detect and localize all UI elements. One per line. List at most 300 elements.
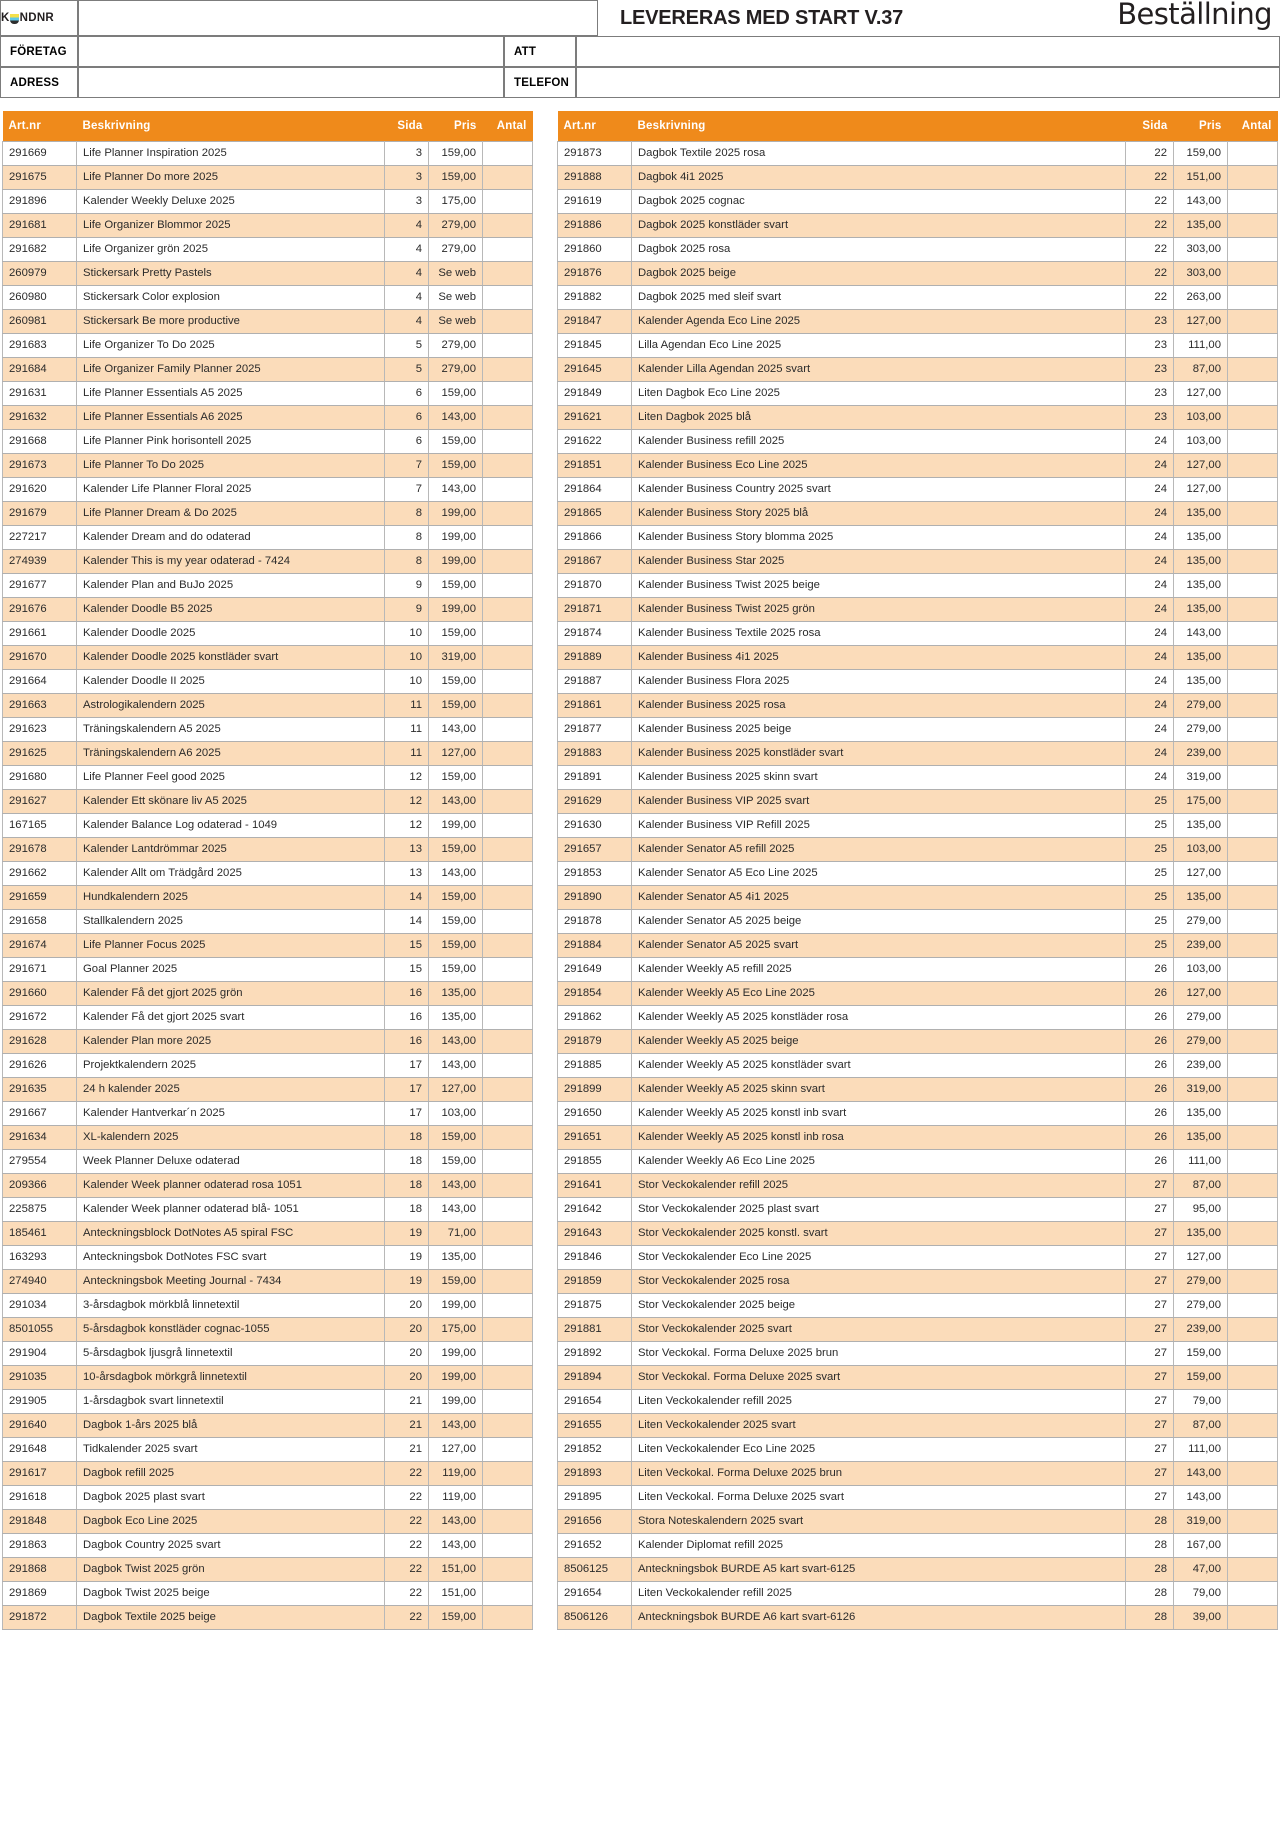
antal-cell[interactable] — [483, 1534, 533, 1558]
description-cell: Liten Veckokalender refill 2025 — [632, 1582, 1126, 1606]
antal-cell[interactable] — [483, 718, 533, 742]
antal-cell[interactable] — [1228, 1390, 1278, 1414]
sida-cell: 19 — [385, 1222, 429, 1246]
artnr-cell: 291634 — [3, 1126, 77, 1150]
antal-cell[interactable] — [1228, 934, 1278, 958]
sida-cell: 26 — [1126, 958, 1174, 982]
pris-cell: 119,00 — [429, 1486, 483, 1510]
table-row — [558, 982, 1278, 1006]
description-cell: Stor Veckokalender 2025 plast svart — [632, 1198, 1126, 1222]
description-cell: Kalender Få det gjort 2025 svart — [77, 1006, 385, 1030]
antal-cell[interactable] — [483, 334, 533, 358]
sida-cell: 26 — [1126, 1030, 1174, 1054]
artnr-cell: 291622 — [558, 430, 632, 454]
antal-cell[interactable] — [483, 1198, 533, 1222]
description-cell: Goal Planner 2025 — [77, 958, 385, 982]
pris-cell: 151,00 — [429, 1558, 483, 1582]
antal-cell[interactable] — [483, 574, 533, 598]
foretag-input[interactable] — [78, 36, 504, 67]
description-cell: Life Planner Do more 2025 — [77, 166, 385, 190]
sida-cell: 27 — [1126, 1294, 1174, 1318]
sida-cell: 5 — [385, 358, 429, 382]
antal-cell[interactable] — [1228, 454, 1278, 478]
table-row — [558, 502, 1278, 526]
antal-cell[interactable] — [483, 502, 533, 526]
antal-cell[interactable] — [1228, 838, 1278, 862]
antal-cell[interactable] — [483, 1174, 533, 1198]
table-row — [3, 982, 533, 1006]
antal-cell[interactable] — [483, 1270, 533, 1294]
antal-cell[interactable] — [1228, 502, 1278, 526]
antal-cell[interactable] — [1228, 1054, 1278, 1078]
pris-cell: 135,00 — [1174, 1222, 1228, 1246]
table-row — [558, 766, 1278, 790]
artnr-cell: 291679 — [3, 502, 77, 526]
antal-cell[interactable] — [1228, 598, 1278, 622]
table-row — [3, 142, 533, 166]
artnr-cell: 291895 — [558, 1486, 632, 1510]
antal-cell[interactable] — [483, 862, 533, 886]
antal-cell[interactable] — [483, 1150, 533, 1174]
kundnr-input[interactable] — [78, 0, 598, 36]
artnr-cell: 260980 — [3, 286, 77, 310]
description-cell: Kalender Plan and BuJo 2025 — [77, 574, 385, 598]
antal-cell[interactable] — [483, 190, 533, 214]
artnr-cell: 291654 — [558, 1390, 632, 1414]
description-cell: Liten Dagbok Eco Line 2025 — [632, 382, 1126, 406]
pris-cell: 159,00 — [429, 142, 483, 166]
antal-cell[interactable] — [483, 1294, 533, 1318]
pris-cell: 279,00 — [1174, 694, 1228, 718]
pris-cell: 135,00 — [429, 982, 483, 1006]
antal-cell[interactable] — [483, 1390, 533, 1414]
antal-cell[interactable] — [483, 166, 533, 190]
table-row — [3, 1534, 533, 1558]
pris-cell: 239,00 — [1174, 742, 1228, 766]
antal-cell[interactable] — [483, 382, 533, 406]
artnr-cell: 291628 — [3, 1030, 77, 1054]
antal-cell[interactable] — [1228, 958, 1278, 982]
pris-cell: 159,00 — [429, 166, 483, 190]
artnr-cell: 291905 — [3, 1390, 77, 1414]
description-cell: Kalender Business Textile 2025 rosa — [632, 622, 1126, 646]
sida-cell: 9 — [385, 574, 429, 598]
description-cell: Kalender Business Twist 2025 beige — [632, 574, 1126, 598]
antal-cell[interactable] — [1228, 406, 1278, 430]
pris-cell: 135,00 — [1174, 574, 1228, 598]
antal-cell[interactable] — [1228, 1222, 1278, 1246]
pris-cell: 159,00 — [429, 670, 483, 694]
antal-cell[interactable] — [1228, 142, 1278, 166]
antal-cell[interactable] — [483, 1438, 533, 1462]
artnr-cell: 291846 — [558, 1246, 632, 1270]
table-row — [3, 1222, 533, 1246]
antal-cell[interactable] — [1228, 214, 1278, 238]
description-cell: Kalender Senator A5 4i1 2025 — [632, 886, 1126, 910]
antal-cell[interactable] — [1228, 1246, 1278, 1270]
antal-cell[interactable] — [483, 910, 533, 934]
description-cell: Kalender Business Star 2025 — [632, 550, 1126, 574]
sida-cell: 12 — [385, 814, 429, 838]
col-header-artnr: Art.nr — [3, 111, 77, 142]
table-row — [3, 1054, 533, 1078]
sida-cell: 25 — [1126, 862, 1174, 886]
adress-label: ADRESS — [10, 76, 60, 89]
pris-cell: 143,00 — [429, 406, 483, 430]
table-row — [558, 1222, 1278, 1246]
antal-cell[interactable] — [1228, 1582, 1278, 1606]
pris-cell: 87,00 — [1174, 1174, 1228, 1198]
antal-cell[interactable] — [483, 1414, 533, 1438]
antal-cell[interactable] — [1228, 790, 1278, 814]
artnr-cell: 291649 — [558, 958, 632, 982]
sida-cell: 13 — [385, 838, 429, 862]
sida-cell: 23 — [1126, 382, 1174, 406]
antal-cell[interactable] — [483, 694, 533, 718]
antal-cell[interactable] — [1228, 1126, 1278, 1150]
table-row — [3, 1606, 533, 1630]
antal-cell[interactable] — [1228, 694, 1278, 718]
antal-cell[interactable] — [1228, 478, 1278, 502]
antal-cell[interactable] — [1228, 814, 1278, 838]
antal-cell[interactable] — [483, 1462, 533, 1486]
artnr-cell: 291848 — [3, 1510, 77, 1534]
antal-cell[interactable] — [483, 1102, 533, 1126]
pris-cell: 103,00 — [1174, 430, 1228, 454]
artnr-cell: 291663 — [3, 694, 77, 718]
antal-cell[interactable] — [1228, 1486, 1278, 1510]
col-header-artnr: Art.nr — [558, 111, 632, 142]
pris-cell: 151,00 — [1174, 166, 1228, 190]
table-row — [3, 1342, 533, 1366]
antal-cell[interactable] — [483, 1222, 533, 1246]
pris-cell: 159,00 — [429, 910, 483, 934]
pris-cell: 199,00 — [429, 1390, 483, 1414]
antal-cell[interactable] — [483, 814, 533, 838]
antal-cell[interactable] — [1228, 1342, 1278, 1366]
artnr-cell: 274939 — [3, 550, 77, 574]
antal-cell[interactable] — [1228, 1414, 1278, 1438]
antal-cell[interactable] — [1228, 1534, 1278, 1558]
description-cell: Kalender Business refill 2025 — [632, 430, 1126, 454]
antal-cell[interactable] — [483, 1054, 533, 1078]
antal-cell[interactable] — [1228, 1366, 1278, 1390]
antal-cell[interactable] — [483, 1510, 533, 1534]
table-row — [558, 382, 1278, 406]
table-row — [558, 910, 1278, 934]
antal-cell[interactable] — [483, 214, 533, 238]
antal-cell[interactable] — [483, 1366, 533, 1390]
artnr-cell: 291872 — [3, 1606, 77, 1630]
antal-cell[interactable] — [1228, 358, 1278, 382]
antal-cell[interactable] — [483, 670, 533, 694]
antal-cell[interactable] — [1228, 550, 1278, 574]
antal-cell[interactable] — [1228, 1102, 1278, 1126]
order-form-header — [0, 0, 1280, 98]
description-cell: Dagbok 2025 beige — [632, 262, 1126, 286]
antal-cell[interactable] — [483, 742, 533, 766]
pris-cell: Se web — [429, 310, 483, 334]
antal-cell[interactable] — [1228, 166, 1278, 190]
antal-cell[interactable] — [483, 1486, 533, 1510]
antal-cell[interactable] — [1228, 1174, 1278, 1198]
antal-cell[interactable] — [1228, 1438, 1278, 1462]
sida-cell: 22 — [385, 1582, 429, 1606]
table-row — [558, 166, 1278, 190]
antal-cell[interactable] — [483, 286, 533, 310]
antal-cell[interactable] — [1228, 1318, 1278, 1342]
table-row — [3, 910, 533, 934]
description-cell: Dagbok refill 2025 — [77, 1462, 385, 1486]
pris-cell: 135,00 — [1174, 1126, 1228, 1150]
antal-cell[interactable] — [483, 958, 533, 982]
antal-cell[interactable] — [1228, 646, 1278, 670]
description-cell: Liten Dagbok 2025 blå — [632, 406, 1126, 430]
antal-cell[interactable] — [483, 526, 533, 550]
artnr-cell: 291035 — [3, 1366, 77, 1390]
antal-cell[interactable] — [1228, 310, 1278, 334]
description-cell: Liten Veckokal. Forma Deluxe 2025 brun — [632, 1462, 1126, 1486]
sida-cell: 27 — [1126, 1318, 1174, 1342]
antal-cell[interactable] — [483, 358, 533, 382]
description-cell: Life Planner To Do 2025 — [77, 454, 385, 478]
table-row — [3, 670, 533, 694]
sida-cell: 24 — [1126, 574, 1174, 598]
antal-cell[interactable] — [1228, 190, 1278, 214]
antal-cell[interactable] — [483, 982, 533, 1006]
artnr-cell: 291854 — [558, 982, 632, 1006]
description-cell: Stor Veckokal. Forma Deluxe 2025 brun — [632, 1342, 1126, 1366]
antal-cell[interactable] — [1228, 1294, 1278, 1318]
description-cell: Anteckningsbok Meeting Journal - 7434 — [77, 1270, 385, 1294]
antal-cell[interactable] — [483, 262, 533, 286]
kundnr-logo: K NDNR — [1, 12, 55, 24]
col-header-pris: Pris — [1174, 111, 1228, 142]
antal-cell[interactable] — [1228, 1510, 1278, 1534]
artnr-cell: 291861 — [558, 694, 632, 718]
table-row — [558, 262, 1278, 286]
artnr-cell: 291684 — [3, 358, 77, 382]
table-row — [558, 574, 1278, 598]
telefon-input[interactable] — [576, 67, 1280, 98]
pris-cell: 135,00 — [1174, 598, 1228, 622]
antal-cell[interactable] — [483, 598, 533, 622]
antal-cell[interactable] — [1228, 670, 1278, 694]
pris-cell: 127,00 — [1174, 478, 1228, 502]
pris-cell: 127,00 — [1174, 1246, 1228, 1270]
pris-cell: 143,00 — [429, 1198, 483, 1222]
sida-cell: 10 — [385, 646, 429, 670]
adress-input[interactable] — [78, 67, 504, 98]
description-cell: XL-kalendern 2025 — [77, 1126, 385, 1150]
sida-cell: 22 — [1126, 238, 1174, 262]
description-cell: Kalender Weekly A5 2025 beige — [632, 1030, 1126, 1054]
artnr-cell: 225875 — [3, 1198, 77, 1222]
sida-cell: 24 — [1126, 646, 1174, 670]
artnr-cell: 260981 — [3, 310, 77, 334]
artnr-cell: 291677 — [3, 574, 77, 598]
antal-cell[interactable] — [1228, 742, 1278, 766]
table-row — [558, 1342, 1278, 1366]
antal-cell[interactable] — [483, 1582, 533, 1606]
pris-cell: 319,00 — [1174, 1510, 1228, 1534]
table-row — [3, 838, 533, 862]
artnr-cell: 291626 — [3, 1054, 77, 1078]
artnr-cell: 291870 — [558, 574, 632, 598]
antal-cell[interactable] — [483, 1318, 533, 1342]
antal-cell[interactable] — [483, 1342, 533, 1366]
antal-cell[interactable] — [483, 1030, 533, 1054]
table-row — [558, 1438, 1278, 1462]
antal-cell[interactable] — [1228, 574, 1278, 598]
artnr-cell: 291891 — [558, 766, 632, 790]
antal-cell[interactable] — [1228, 622, 1278, 646]
antal-cell[interactable] — [1228, 382, 1278, 406]
sida-cell: 22 — [1126, 214, 1174, 238]
pris-cell: 239,00 — [1174, 1318, 1228, 1342]
antal-cell[interactable] — [1228, 430, 1278, 454]
sida-cell: 27 — [1126, 1270, 1174, 1294]
antal-cell[interactable] — [1228, 910, 1278, 934]
description-cell: Kalender Diplomat refill 2025 — [632, 1534, 1126, 1558]
antal-cell[interactable] — [483, 406, 533, 430]
antal-cell[interactable] — [483, 622, 533, 646]
artnr-cell: 291641 — [558, 1174, 632, 1198]
artnr-cell: 209366 — [3, 1174, 77, 1198]
description-cell: Stor Veckokalender 2025 svart — [632, 1318, 1126, 1342]
sida-cell: 16 — [385, 1030, 429, 1054]
antal-cell[interactable] — [483, 1126, 533, 1150]
sida-cell: 27 — [1126, 1174, 1174, 1198]
antal-cell[interactable] — [483, 766, 533, 790]
antal-cell[interactable] — [483, 1078, 533, 1102]
description-cell: Life Planner Essentials A6 2025 — [77, 406, 385, 430]
sida-cell: 25 — [1126, 814, 1174, 838]
antal-cell[interactable] — [483, 838, 533, 862]
antal-cell[interactable] — [1228, 766, 1278, 790]
antal-cell[interactable] — [483, 790, 533, 814]
artnr-cell: 291667 — [3, 1102, 77, 1126]
antal-cell[interactable] — [1228, 1270, 1278, 1294]
sida-cell: 24 — [1126, 718, 1174, 742]
sida-cell: 11 — [385, 742, 429, 766]
antal-cell[interactable] — [1228, 862, 1278, 886]
artnr-cell: 291853 — [558, 862, 632, 886]
antal-cell[interactable] — [483, 454, 533, 478]
artnr-cell: 291869 — [3, 1582, 77, 1606]
antal-cell[interactable] — [483, 238, 533, 262]
antal-cell[interactable] — [483, 1006, 533, 1030]
pris-cell: 159,00 — [429, 1606, 483, 1630]
table-row — [558, 142, 1278, 166]
antal-cell[interactable] — [1228, 886, 1278, 910]
sida-cell: 27 — [1126, 1198, 1174, 1222]
antal-cell[interactable] — [483, 646, 533, 670]
antal-cell[interactable] — [1228, 1198, 1278, 1222]
sida-cell: 9 — [385, 598, 429, 622]
table-row — [558, 1174, 1278, 1198]
description-cell: Stor Veckokal. Forma Deluxe 2025 svart — [632, 1366, 1126, 1390]
antal-cell[interactable] — [483, 430, 533, 454]
antal-cell[interactable] — [483, 142, 533, 166]
sida-cell: 23 — [1126, 334, 1174, 358]
header-row-kundnr — [0, 0, 1280, 36]
description-cell: Dagbok Textile 2025 beige — [77, 1606, 385, 1630]
table-row — [3, 1390, 533, 1414]
pris-cell: 71,00 — [429, 1222, 483, 1246]
att-input[interactable] — [576, 36, 1280, 67]
sida-cell: 24 — [1126, 502, 1174, 526]
pris-cell: 103,00 — [429, 1102, 483, 1126]
description-cell: Kalender Lilla Agendan 2025 svart — [632, 358, 1126, 382]
description-cell: Kalender Business Eco Line 2025 — [632, 454, 1126, 478]
antal-cell[interactable] — [1228, 1078, 1278, 1102]
sida-cell: 22 — [385, 1558, 429, 1582]
antal-cell[interactable] — [483, 550, 533, 574]
antal-cell[interactable] — [1228, 1030, 1278, 1054]
antal-cell[interactable] — [483, 934, 533, 958]
artnr-cell: 291619 — [558, 190, 632, 214]
artnr-cell: 163293 — [3, 1246, 77, 1270]
antal-cell[interactable] — [1228, 262, 1278, 286]
antal-cell[interactable] — [1228, 1150, 1278, 1174]
sida-cell: 17 — [385, 1054, 429, 1078]
pris-cell: 303,00 — [1174, 262, 1228, 286]
antal-cell[interactable] — [483, 1246, 533, 1270]
table-row — [3, 646, 533, 670]
left-table-body — [3, 142, 533, 1630]
description-cell: Kalender Business Twist 2025 grön — [632, 598, 1126, 622]
antal-cell[interactable] — [483, 1558, 533, 1582]
artnr-cell: 291670 — [3, 646, 77, 670]
artnr-cell: 291875 — [558, 1294, 632, 1318]
antal-cell[interactable] — [1228, 526, 1278, 550]
pris-cell: 79,00 — [1174, 1582, 1228, 1606]
antal-cell[interactable] — [1228, 1606, 1278, 1630]
table-row — [3, 1126, 533, 1150]
antal-cell[interactable] — [1228, 238, 1278, 262]
description-cell: 1-årsdagbok svart linnetextil — [77, 1390, 385, 1414]
table-row — [3, 430, 533, 454]
antal-cell[interactable] — [483, 886, 533, 910]
pris-cell: 239,00 — [1174, 934, 1228, 958]
description-cell: Kalender Få det gjort 2025 grön — [77, 982, 385, 1006]
antal-cell[interactable] — [483, 310, 533, 334]
artnr-cell: 291643 — [558, 1222, 632, 1246]
table-row — [3, 1030, 533, 1054]
description-cell: Stickersark Color explosion — [77, 286, 385, 310]
description-cell: Liten Veckokalender refill 2025 — [632, 1390, 1126, 1414]
table-row — [3, 1246, 533, 1270]
description-cell: Hundkalendern 2025 — [77, 886, 385, 910]
table-row — [3, 406, 533, 430]
antal-cell[interactable] — [483, 478, 533, 502]
antal-cell[interactable] — [1228, 334, 1278, 358]
description-cell: Kalender Business 4i1 2025 — [632, 646, 1126, 670]
table-row — [558, 742, 1278, 766]
artnr-cell: 291632 — [3, 406, 77, 430]
antal-cell[interactable] — [483, 1606, 533, 1630]
adress-label-cell — [0, 67, 78, 98]
antal-cell[interactable] — [1228, 1462, 1278, 1486]
antal-cell[interactable] — [1228, 718, 1278, 742]
pris-cell: 135,00 — [1174, 502, 1228, 526]
description-cell: Anteckningsblock DotNotes A5 spiral FSC — [77, 1222, 385, 1246]
antal-cell[interactable] — [1228, 1006, 1278, 1030]
antal-cell[interactable] — [1228, 982, 1278, 1006]
antal-cell[interactable] — [1228, 1558, 1278, 1582]
antal-cell[interactable] — [1228, 286, 1278, 310]
